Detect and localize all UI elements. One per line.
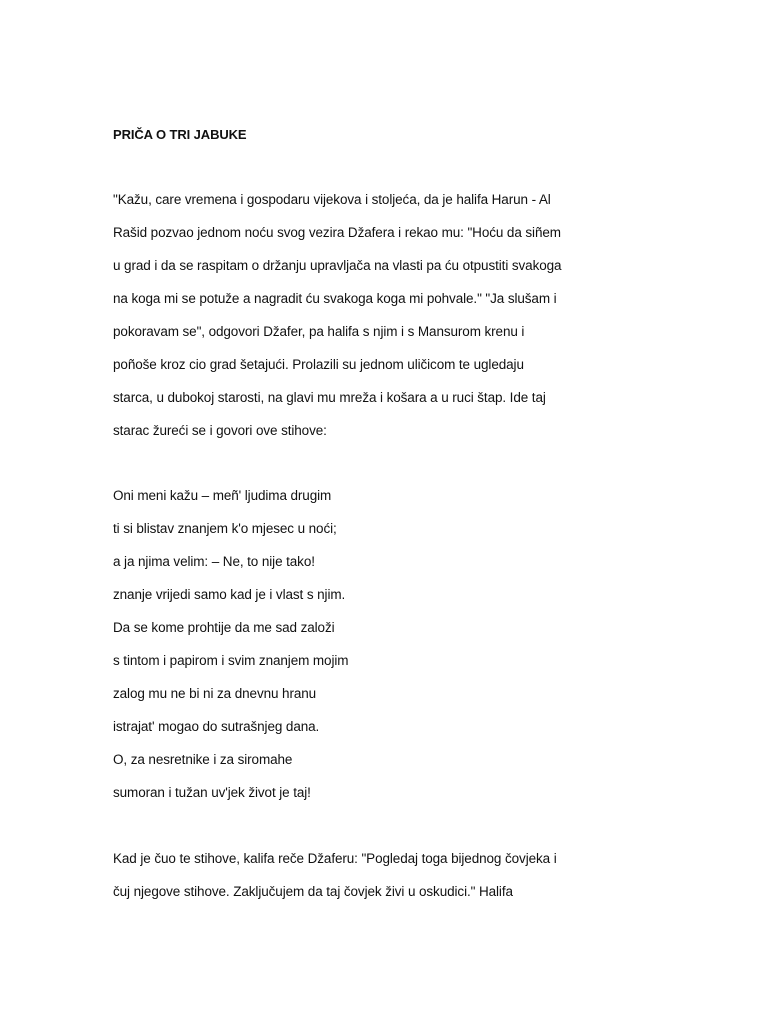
paragraph-line: čuj njegove stihove. Zaključujem da taj čovjek živi u oskudici." Halifa xyxy=(113,884,513,899)
paragraph-line: na koga mi se potuže a nagradit ću svakoga koga mi pohvale." "Ja slušam i xyxy=(113,291,557,306)
paragraph-line: "Kažu, care vremena i gospodaru vijekova i stoljeća, da je halifa Harun - Al xyxy=(113,192,551,207)
poem-line: znanje vrijedi samo kad je i vlast s njim. xyxy=(113,587,346,602)
poem-line: ti si blistav znanjem k'o mjesec u noći; xyxy=(113,521,337,536)
poem-line: Oni meni kažu – meñ' ljudima drugim xyxy=(113,488,332,503)
document-title: PRIČA O TRI JABUKE xyxy=(113,127,247,142)
paragraph-line: starca, u dubokoj starosti, na glavi mu mreža i košara a u ruci štap. Ide taj xyxy=(113,390,546,405)
paragraph-line: pokoravam se", odgovori Džafer, pa halifa s njim i s Mansurom krenu i xyxy=(113,324,525,339)
poem-line: Da se kome prohtije da me sad založi xyxy=(113,620,335,635)
poem-line: zalog mu ne bi ni za dnevnu hranu xyxy=(113,686,317,701)
poem-line: a ja njima velim: – Ne, to nije tako! xyxy=(113,554,315,569)
paragraph-line: starac žureći se i govori ove stihove: xyxy=(113,423,327,438)
poem-line: istrajat' mogao do sutrašnjeg dana. xyxy=(113,719,320,734)
poem-line: s tintom i papirom i svim znanjem mojim xyxy=(113,653,349,668)
paragraph-line: Kad je čuo te stihove, kalifa reče Džaferu: "Pogledaj toga bijednog čovjeka i xyxy=(113,851,557,866)
paragraph-line: u grad i da se raspitam o držanju upravljača na vlasti pa ću otpustiti svakoga xyxy=(113,258,562,273)
poem-line: sumoran i tužan uv'jek život je taj! xyxy=(113,785,311,800)
paragraph-line: Rašid pozvao jednom noću svog vezira Džafera i rekao mu: "Hoću da siñem xyxy=(113,225,561,240)
paragraph-line: poñoše kroz cio grad šetajući. Prolazili su jednom uličicom te ugledaju xyxy=(113,357,524,372)
poem-line: O, za nesretnike i za siromahe xyxy=(113,752,293,767)
